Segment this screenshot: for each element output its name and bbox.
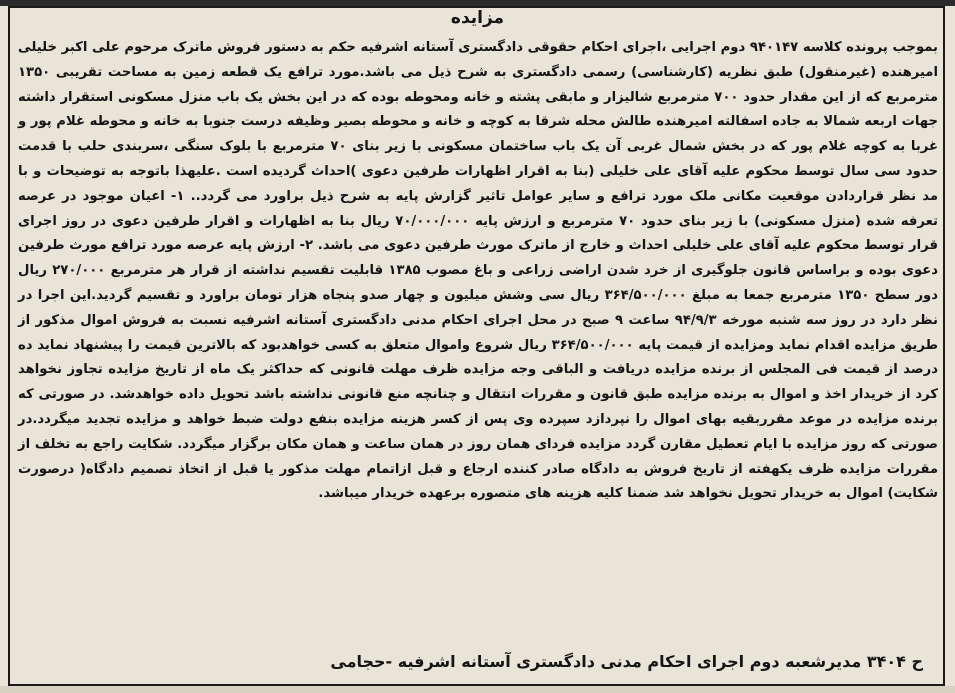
- notice-title: مزایده: [450, 8, 505, 28]
- notice-body: بموجب پرونده کلاسه ۹۴۰۱۴۷ دوم اجرایی ،اجرای احکام حقوقی دادگستری آستانه اشرفیه حکم به دستور فروش ماترک مرحوم علی اکبر خلیلی امیرهنده (غیرمنقول) طبق نظریه (کارشناسی) رسمی دادگستری به شرح ذیل می باشد.مورد ترافع یک قطعه زمین به مساحت تقریبی ۱۳۵۰ مترمربع که از این مقدار حدود ۷۰۰ مترمربع شالیزار و مابقی پشته و خانه ومحوطه بوده که در این بخش یک باب منزل مسکونی استقرار داشته جهات اربعه شمالا به جاده اسفالته امیرهنده طالش محله شرقا به کوچه و خانه و محوطه بصیر وظیفه درست جنوبا به خانه و محوطه غلام پور و غربا به کوچه غلام پور که در بخش شمال غربی آن یک باب ساختمان مسکونی با زیر بنای ۷۰ مترمربع با بلوک سنگی ،سربندی حلب با قدمت حدود سی سال توسط محکوم علیه آقای علی خلیلی (بنا به اقرار اظهارات طرفین دعوی )احداث گردیده است .علیهذا باتوجه به توضیحات و با مد نظر قراردادن موقعیت مکانی ملک مورد ترافع و سایر عوامل تاثیر گزارش پایه به شرح ذیل براورد می گردد.. ۱- اعیان موجود در عرصه تعرفه شده (منزل مسکونی) با زیر بنای حدود ۷۰ مترمربع و ارزش پایه ۷۰/۰۰۰/۰۰۰ ریال بنا به اظهارات و اقرار طرفین دعوی در روز اجرای قرار توسط محکوم علیه آقای علی خلیلی احداث و خارج از ماترک مورث طرفین دعوی می باشد. ۲- ارزش پایه عرصه مورد ترافع مورث طرفین دعوی بوده و براساس قانون جلوگیری از خرد شدن اراضی زراعی و باغ مصوب ۱۳۸۵ قابلیت تقسیم نداشته از قرار هر مترمربع ۲۷۰/۰۰۰ ریال دور سطح ۱۳۵۰ مترمربع جمعا به مبلغ ۳۶۴/۵۰۰/۰۰۰ ریال سی وشش میلیون و چهار صدو پنجاه هزار تومان براورد و تقسیم گردید.این اجرا در نظر دارد در روز سه شنبه مورخه ۹۴/۹/۳ ساعت ۹ صبح در محل اجرای احکام مدنی دادگستری آستانه اشرفیه نسبت به فروش اموال مذکور از طریق مزایده اقدام نماید ومزایده از قیمت پایه ۳۶۴/۵۰۰/۰۰۰ ریال شروع واموال متعلق به کسی خواهدبود که بالاترین قیمت را پیشنهاد نماید ده درصد از قیمت فی المجلس از برنده مزایده دریافت و الباقی وجه مزایده ظرف مهلت قانونی که حداکثر یک ماه از تاریخ مزایده تجاوز نخواهد کرد از خریدار اخذ و اموال به برنده مزایده طبق قانون و مقررات انتقال و چنانچه منع قانونی نداشته باشد تحویل داده خواهدشد. در صورتی که برنده مزایده در موعد مقرربقیه بهای اموال را نپردازد سپرده وی پس از کسر هزینه مزایده بنفع دولت ضبط خواهد و مزایده تجدید میگردد.در صورتی که روز مزایده با ایام تعطیل مقارن گردد مزایده فردای همان روز در همان ساعت و همان مکان برگزار میگردد. شکایت راجع به تخلف از مقررات مزایده ظرف یکهفته از تاریخ فروش به دادگاه صادر کننده ارجاع و قبل ازاتمام مهلت مذکور یا قبل از اتخاذ تصمیم دادگاه( درصورت شکایت) اموال به خریدار تحویل نخواهد شد ضمنا کلیه هزینه های متصوره برعهده خریدار میباشد.: [18, 40, 939, 502]
- bottom-clipped-strip: [0, 686, 955, 693]
- notice-signature: ح ۳۴۰۴ مدیرشعبه دوم اجرای احکام مدنی دادگستری آستانه اشرفیه -حجامی: [330, 652, 923, 671]
